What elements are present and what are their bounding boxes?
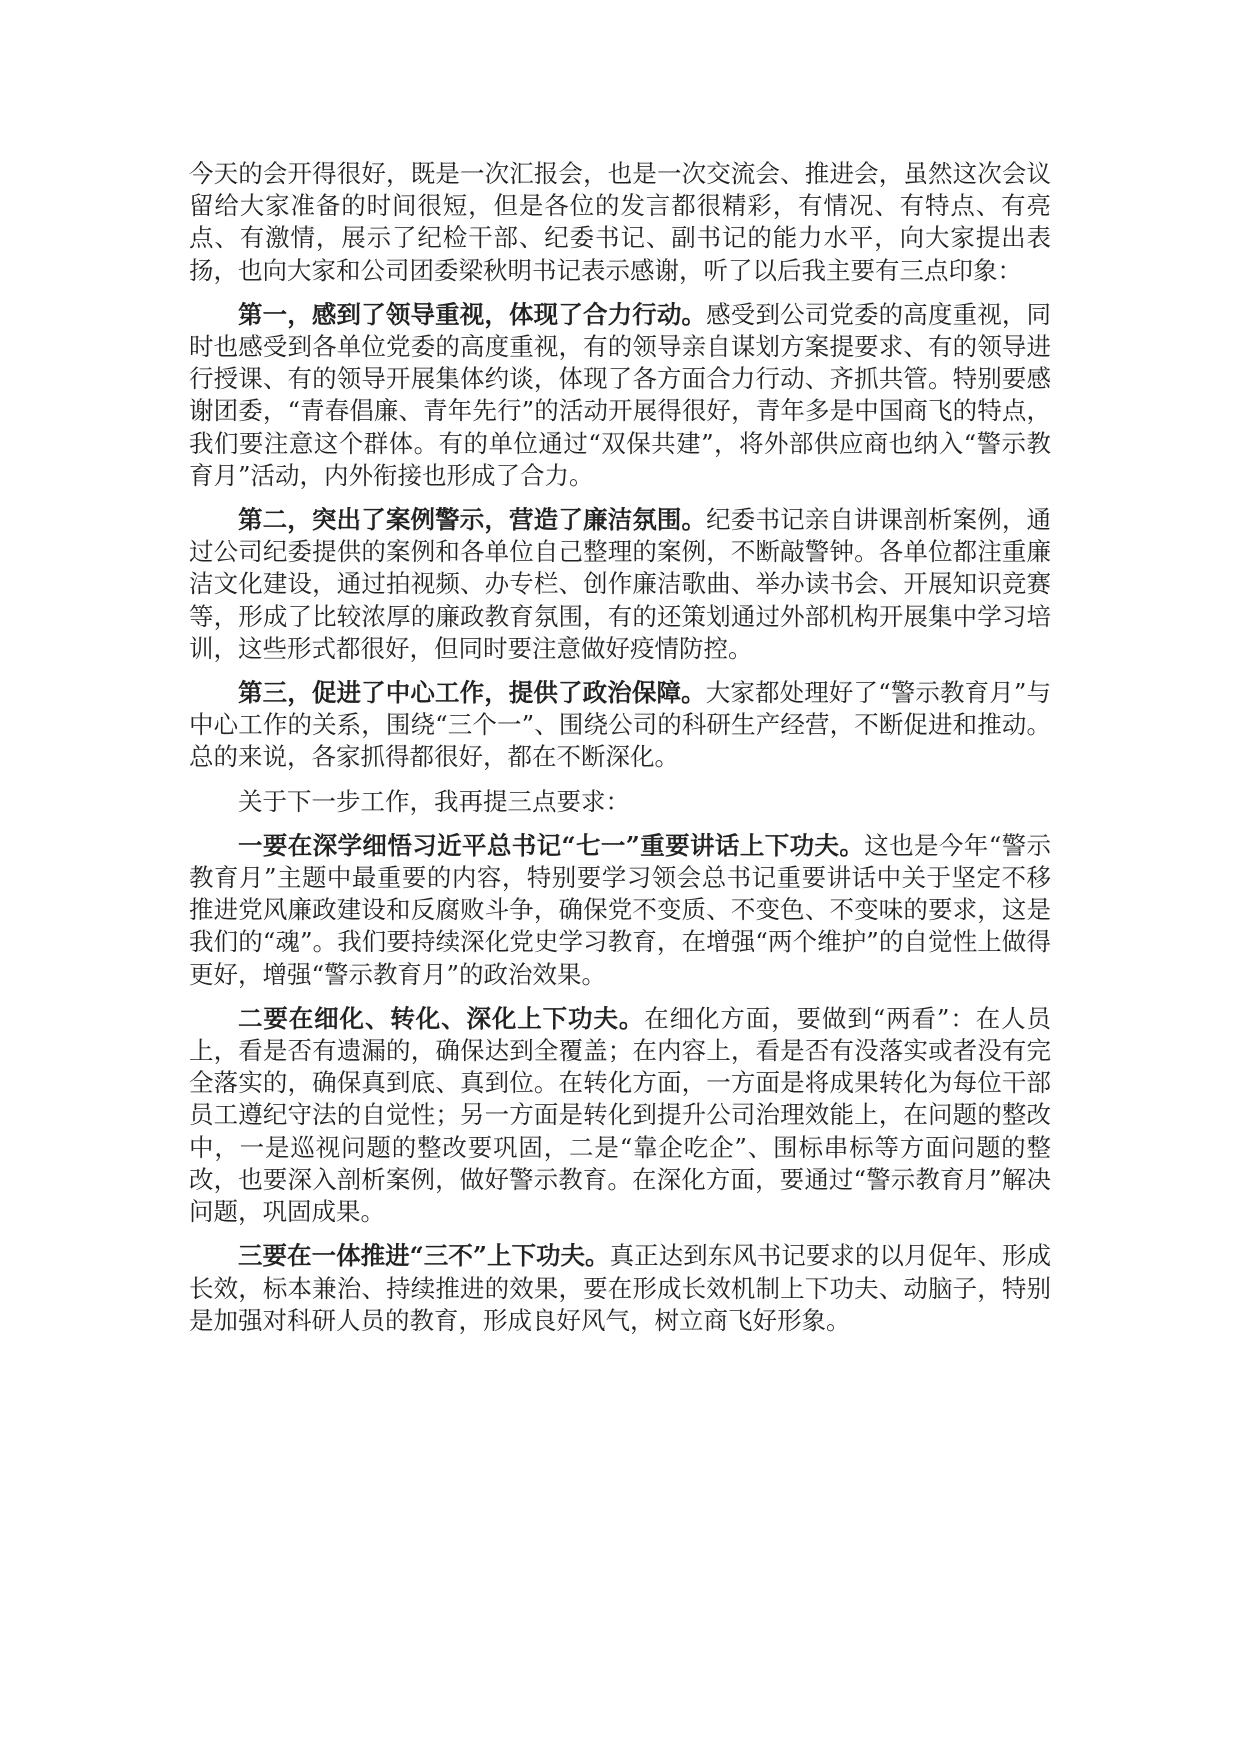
paragraph-lead: 第二，突出了案例警示，营造了廉洁氛围。 [238,505,707,535]
paragraph-text: 大家都处理好了“警示教育月”与中心工作的关系，围绕“三个一”、围绕公司的科研生产经营，不断促进和推动。总的来说，各家抓得都很好，都在不断深化。 [189,678,1051,772]
paragraph-text: 真正达到东风书记要求的以月促年、形成长效，标本兼治、持续推进的效果，要在形成长效机制上下功夫、动脑子，特别是加强对科研人员的教育，形成良好风气，树立商飞好形象。 [189,1241,1051,1335]
paragraph-lead: 第三，促进了中心工作，提供了政治保障。 [238,678,706,708]
paragraph-impression-3 [189,677,1051,774]
paragraph-lead: 第一，感到了领导重视，体现了合力行动。 [238,299,707,329]
paragraph-impression-2 [189,504,1051,665]
paragraph-text: 纪委书记亲自讲课剖析案例，通过公司纪委提供的案例和各单位自己整理的案例，不断敲警钟。各单位都注重廉洁文化建设，通过拍视频、办专栏、创作廉洁歌曲、举办读书会、开展知识竞赛等，形成了比较浓厚的廉政教育氛围，有的还策划通过外部机构开展集中学习培训，这些形式都很好，但同时要注意做好疫情防控。 [189,505,1051,663]
paragraph-requirement-2 [189,1003,1051,1228]
paragraph-text: 这也是今年“警示教育月”主题中最重要的内容，特别要学习领会总书记重要讲话中关于坚定不移推进党风廉政建设和反腐败斗争，确保党不变质、不变色、不变味的要求，这是我们的“魂”。我们要持续深化党史学习教育，在增强“两个维护”的自觉性上做得更好，增强“警示教育月”的政治效果。 [189,830,1052,989]
paragraph-intro [189,158,1051,287]
paragraph-text: 今天的会开得很好，既是一次汇报会，也是一次交流会、推进会，虽然这次会议留给大家准备的时间很短，但是各位的发言都很精彩，有情况、有特点、有亮点、有激情，展示了纪检干部、纪委书记、副书记的能力水平，向大家提出表扬，也向大家和公司团委梁秋明书记表示感谢，听了以后我主要有三点印象： [189,159,1051,285]
paragraph-text: 感受到公司党委的高度重视，同时也感受到各单位党委的高度重视，有的领导亲自谋划方案提要求、有的领导进行授课、有的领导开展集体约谈，体现了各方面合力行动、齐抓共管。特别要感谢团委，“青春倡廉、青年先行”的活动开展得很好，青年多是中国商飞的特点，我们要注意这个群体。有的单位通过“双保共建”，将外部供应商也纳入“警示教育月”活动，内外衔接也形成了合力。 [189,299,1051,490]
paragraph-transition [189,786,1051,818]
paragraph-lead: 二要在细化、转化、深化上下功夫。 [238,1003,645,1033]
paragraph-lead: 一要在深学细悟习近平总书记“七一”重要讲话上下功夫。 [238,830,865,860]
document-page [189,158,1051,1349]
paragraph-text: 在细化方面，要做到“两看”：在人员上，看是否有遗漏的，确保达到全覆盖；在内容上，看是否有没落实或者没有完全落实的，确保真到底、真到位。在转化方面，一方面是将成果转化为每位干部员工遵纪守法的自觉性；另一方面是转化到提升公司治理效能上，在问题的整改中，一是巡视问题的整改要巩固，二是“靠企吃企”、围标串标等方面问题的整改，也要深入剖析案例，做好警示教育。在深化方面，要通过“警示教育月”解决问题，巩固成果。 [189,1003,1051,1227]
paragraph-impression-1 [189,299,1051,492]
paragraph-requirement-1 [189,830,1051,991]
paragraph-lead: 三要在一体推进“三不”上下功夫。 [238,1241,610,1271]
paragraph-requirement-3 [189,1240,1051,1337]
paragraph-text: 关于下一步工作，我再提三点要求： [238,786,630,816]
